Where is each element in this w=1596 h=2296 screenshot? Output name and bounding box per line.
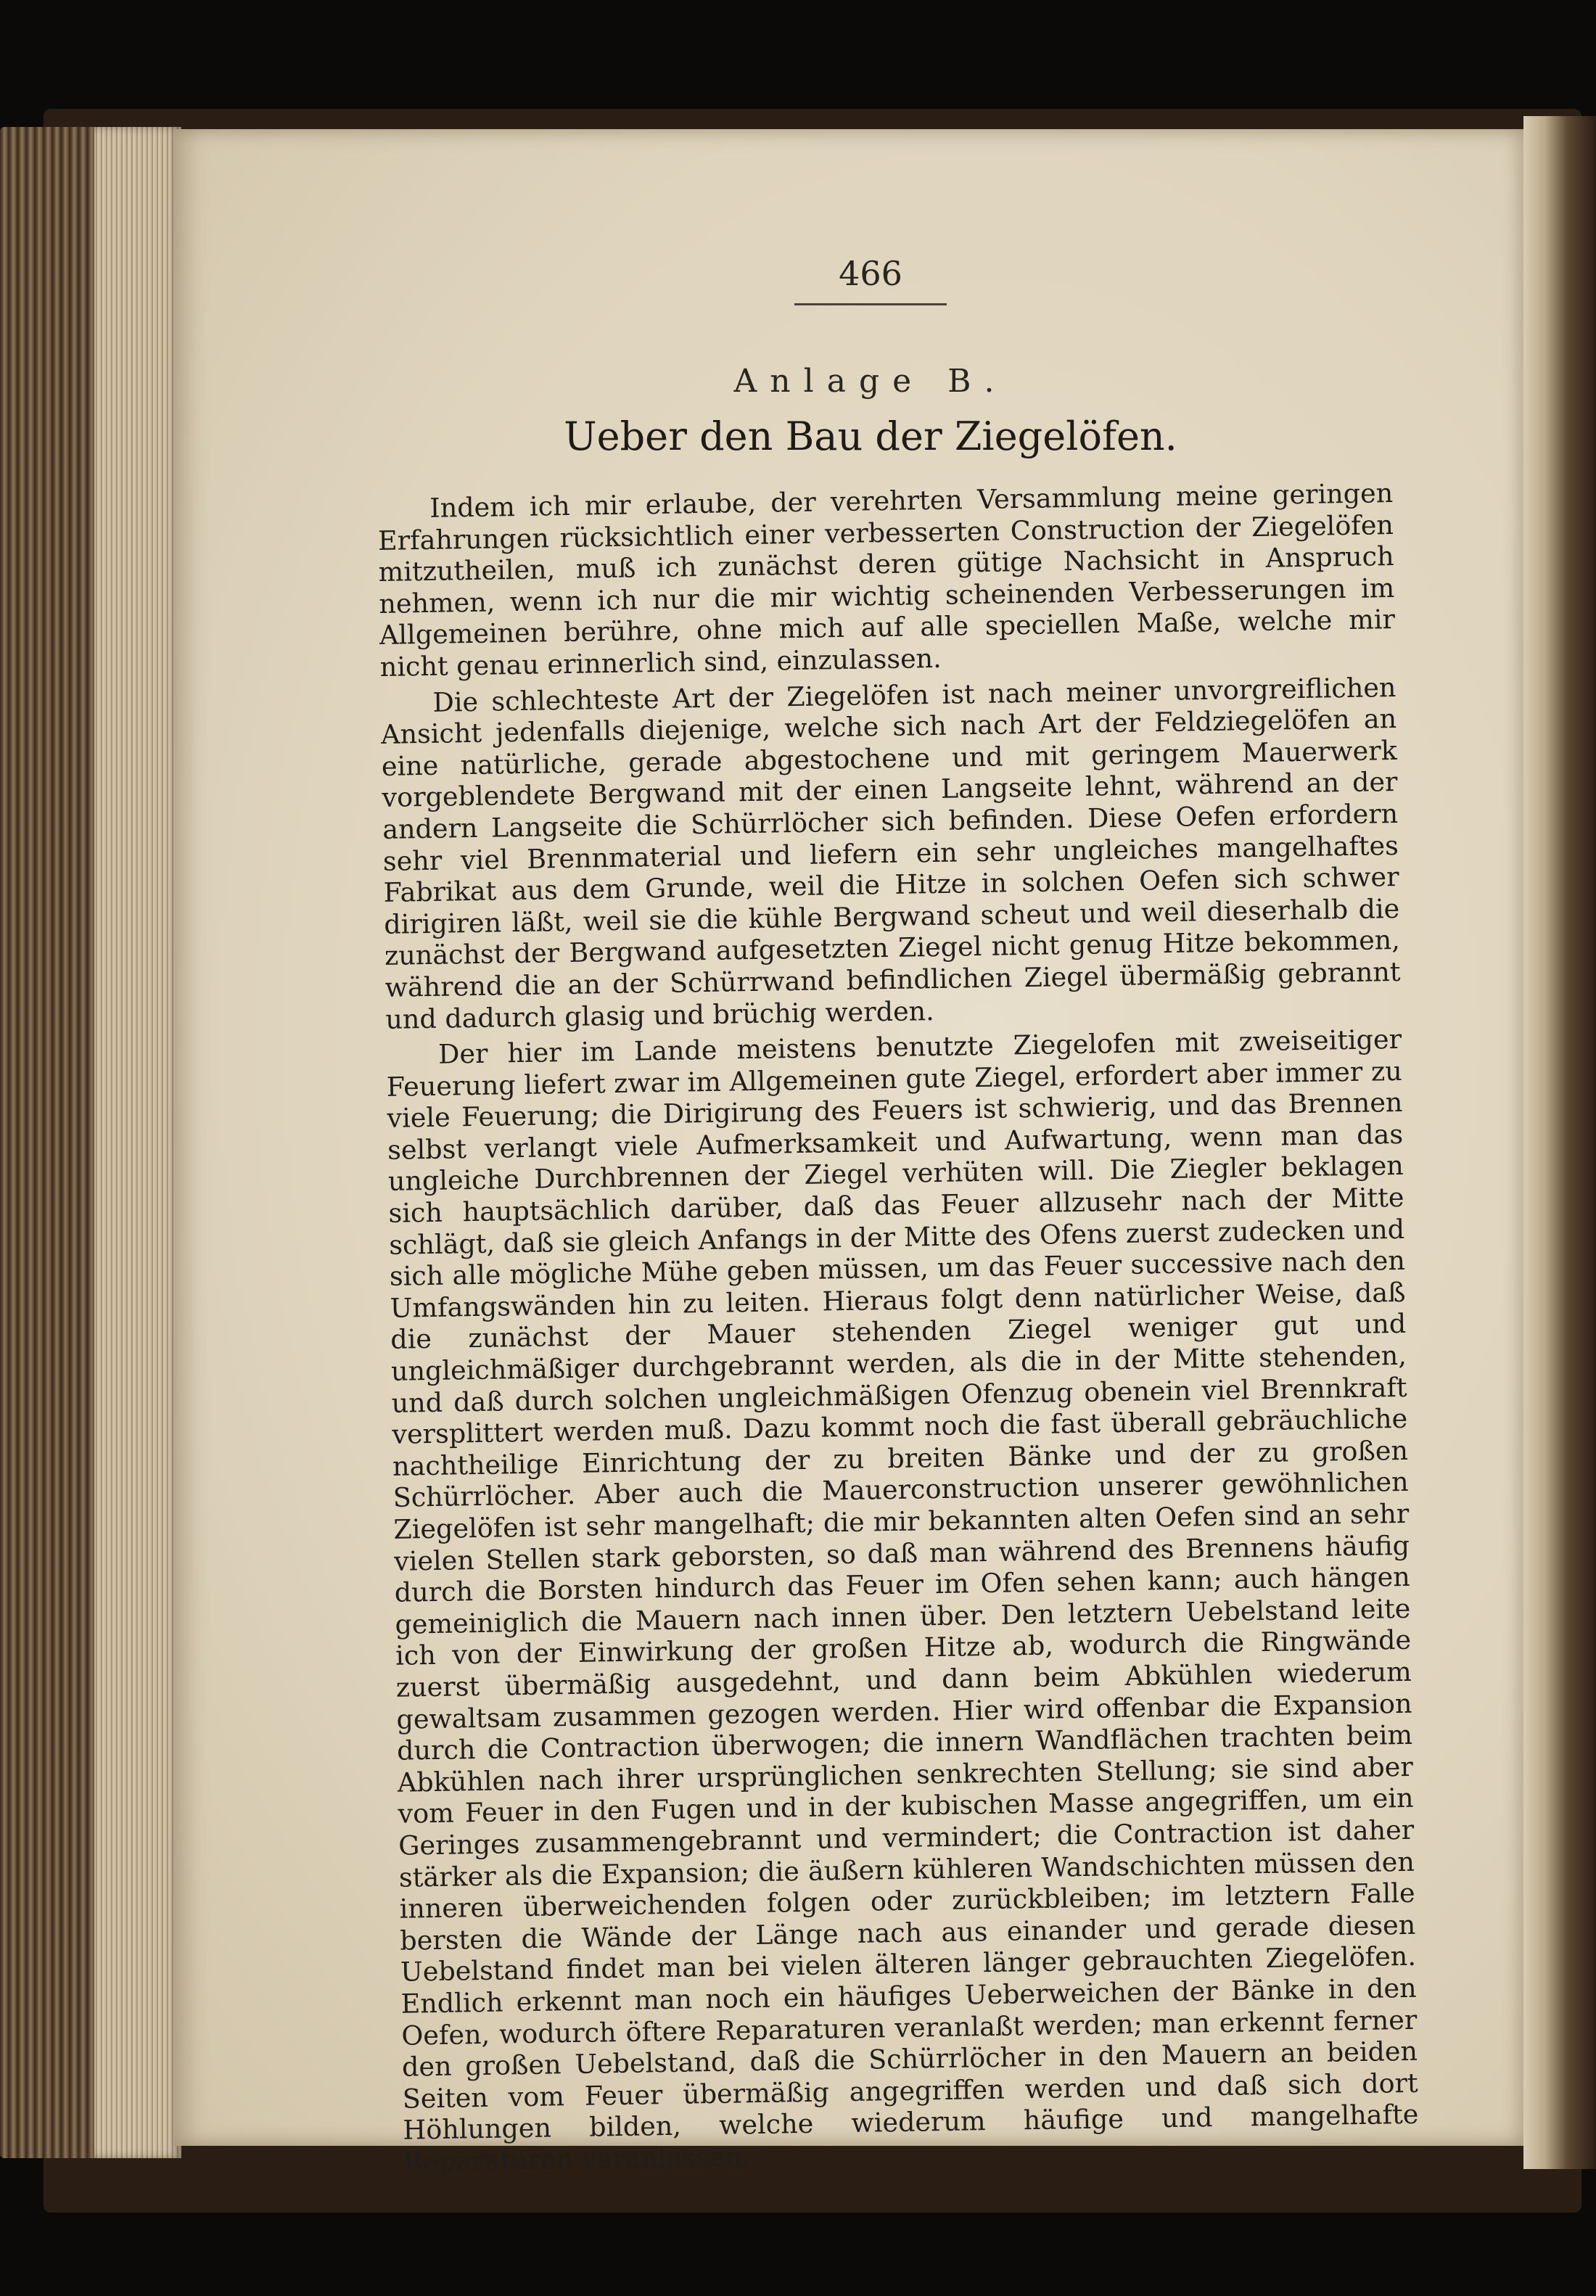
- page-number: 466: [839, 254, 902, 293]
- paragraph: Der hier im Lande meistens benutzte Ziegelofen mit zweiseitiger Feuerung liefert zwar im Allgemeinen gute Ziegel, erfordert aber immer zu viele Feuerung; die Dirigirung des Feuers ist schwierig, und das Brennen selbst verlangt viele Aufmerksamkeit und Aufwartung, wenn man das ungleiche Durchbrennen der Ziegel verhüten will. Die Ziegler beklagen sich hauptsächlich darüber, daß das Feuer allzusehr nach der Mitte schlägt, daß sie gleich Anfangs in der Mitte des Ofens zuerst zudecken und sich alle mögliche Mühe geben müssen, um das Feuer successive nach den Umfangswänden hin zu leiten. Hieraus folgt denn natürlicher Weise, daß die zunächst der Mauer stehenden Ziegel weniger gut und ungleichmäßiger durchgebrannt werden, als die in der Mitte stehenden, und daß durch solchen ungleichmäßigen Ofenzug obenein viel Brennkraft versplittert werden muß. Dazu kommt noch die fast überall gebräuchliche nachtheilige Einrichtung der zu breiten Bänke und der zu großen Schürrlöcher. Aber auch die Mauerconstruction unserer gewöhnlichen Ziegelöfen ist sehr mangelhaft; die mir bekannten alten Oefen sind an sehr vielen Stellen stark geborsten, so daß man während des Brennens häufig durch die Borsten hindurch das Feuer im Ofen sehen kann; auch hängen gemeiniglich die Mauern nach innen über. Den letztern Uebelstand leite ich von der Einwirkung der großen Hitze ab, wodurch die Ringwände zuerst übermäßig ausgedehnt, und dann beim Abkühlen wiederum gewaltsam zusammen gezogen werden. Hier wird offenbar die Expansion durch die Contraction überwogen; die innern Wandflächen trachten beim Abkühlen nach ihrer ursprünglichen senkrechten Stellung; sie sind aber vom Feuer in den Fugen und in der kubischen Masse angegriffen, um ein Geringes zusammengebrannt und vermindert; die Contraction ist daher stärker als die Expansion; die äußern kühleren Wandschichten müssen den inneren überweichenden folgen oder zurückbleiben; im letztern Falle bersten die Wände der Länge nach aus einander und gerade diesen Uebelstand findet man bei vielen älteren länger gebrauchten Ziegelöfen. Endlich erkennt man noch ein häufiges Ueberweichen der Bänke in den Oefen, wodurch öftere Reparaturen veranlaßt werden; man erkennt ferner den großen Uebelstand, daß die Schürrlöcher in den Mauern an beiden Seiten vom Feuer übermäßig angegriffen werden und daß sich dort Höhlungen bilden, welche wiederum häufige und mangelhafte Reparaturen veranlassen.: [386, 1024, 1419, 2178]
- page-title: Ueber den Bau der Ziegelöfen.: [564, 413, 1177, 459]
- paragraph: Indem ich mir erlaube, der verehrten Versammlung meine geringen Erfahrungen rücksichtlich einer verbesserten Construction der Ziegelöfen mitzutheilen, muß ich zunächst deren gütige Nachsicht in Anspruch nehmen, wenn ich nur die mir wichtig scheinenden Verbesserungen im Allgemeinen berühre, ohne mich auf alle speciellen Maße, welche mir nicht genau erinnerlich sind, einzulassen.: [377, 477, 1396, 683]
- header-rule: [794, 303, 947, 305]
- paragraph: Die schlechteste Art der Ziegelöfen ist nach meiner unvorgreiflichen Ansicht jedenfalls diejenige, welche sich nach Art der Feldziegelöfen an eine natürliche, gerade abgestochene und mit geringem Mauerwerk vorgeblendete Bergwand mit der einen Langseite lehnt, während an der andern Langseite die Schürrlöcher sich befinden. Diese Oefen erfordern sehr viel Brennmaterial und liefern ein sehr ungleiches mangelhaftes Fabrikat aus dem Grunde, weil die Hitze in solchen Oefen sich schwer dirigiren läßt, weil sie die kühle Bergwand scheut und weil dieserhalb die zunächst der Bergwand aufgesetzten Ziegel nicht genug Hitze bekommen, während die an der Schürrwand befindlichen Ziegel übermäßig gebrannt und dadurch glasig und brüchig werden.: [380, 671, 1401, 1035]
- book-right-edge: [1523, 116, 1596, 2169]
- page-stack: [94, 127, 181, 2158]
- section-heading: Anlage B.: [733, 363, 1008, 400]
- body-text: [377, 477, 1419, 2182]
